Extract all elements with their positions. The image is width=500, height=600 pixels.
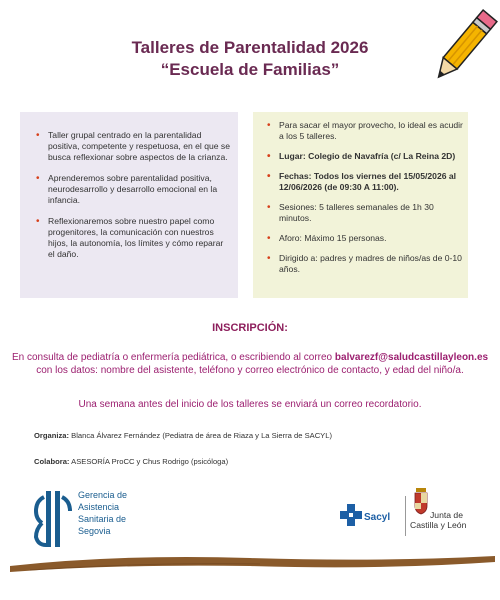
logo-divider — [405, 496, 406, 536]
list-item: • Taller grupal centrado en la parentalidad positiva, competente y respetuosa, en el que se busca reflexionar sobre aspectos de la crianza. — [32, 130, 232, 163]
list-item: • Dirigido a: padres y madres de niños/as de 0-10 años. — [263, 253, 463, 275]
details-box — [253, 112, 468, 298]
inscription-text: En consulta de pediatría o enfermería pediátrica, o escribiendo al correo — [11, 352, 335, 363]
dates-item: • Fechas: Todos los viernes del 15/05/2026 al 12/06/2026 (de 09:30 A 11:00). — [263, 171, 463, 193]
collaborator-label: Colabora: — [34, 457, 70, 466]
junta-text: Junta de Castilla y León — [410, 510, 467, 530]
list-item: • Aforo: Máximo 15 personas. — [263, 233, 463, 244]
page-subtitle: “Escuela de Familias” — [160, 60, 340, 79]
organizer-value: Blanca Álvarez Fernández (Pediatra de área de Riaza y La Sierra de SACYL) — [69, 431, 332, 440]
gerencia-logo — [34, 489, 144, 553]
sacyl-text: Sacyl — [364, 512, 391, 523]
inscription-line2: con los datos: nombre del asistente, teléfono y correo electrónico de contacto, y edad del niño/a. — [36, 365, 464, 376]
description-list — [32, 130, 232, 270]
inscription-line1 — [0, 351, 500, 364]
list-item: • Sesiones: 5 talleres semanales de 1h 30 minutos. — [263, 202, 463, 224]
sacyl-cross-icon — [340, 504, 362, 526]
page-title: Talleres de Parentalidad 2026 — [131, 38, 369, 57]
sacyl-logo — [340, 500, 402, 536]
reminder-text: Una semana antes del inicio de los talleres se enviará un correo recordatorio. — [78, 399, 422, 410]
location-item: • Lugar: Colegio de Navafría (c/ La Reina 2D) — [263, 151, 463, 162]
collaborator-line — [34, 457, 228, 466]
list-item: • Reflexionaremos sobre nuestro papel como progenitores, la comunicación con nuestros hijos, la autonomía, los límites y cómo reparar el daño. — [32, 216, 232, 260]
details-list — [263, 120, 463, 284]
inscription-heading: INSCRIPCIÓN: — [212, 322, 288, 334]
organizer-label: Organiza: — [34, 431, 70, 440]
list-item: • Aprenderemos sobre parentalidad positiva, neurodesarrollo y desarrollo emocional en la infancia. — [32, 173, 232, 206]
gerencia-text: Gerencia de Asistencia Sanitaria de Segovia — [78, 490, 128, 536]
collaborator-value: ASESORÍA ProCC y Chus Rodrigo (psicóloga) — [69, 457, 229, 466]
list-item: • Para sacar el mayor provecho, lo ideal es acudir a los 5 talleres. — [263, 120, 463, 142]
gerencia-logo-icon — [34, 489, 74, 549]
junta-logo — [410, 488, 480, 546]
organizer-line — [34, 431, 332, 440]
description-box — [20, 112, 238, 298]
brush-stroke-divider — [0, 548, 500, 578]
email-link[interactable]: balvarezf@saludcastillayleon.es — [334, 352, 489, 363]
